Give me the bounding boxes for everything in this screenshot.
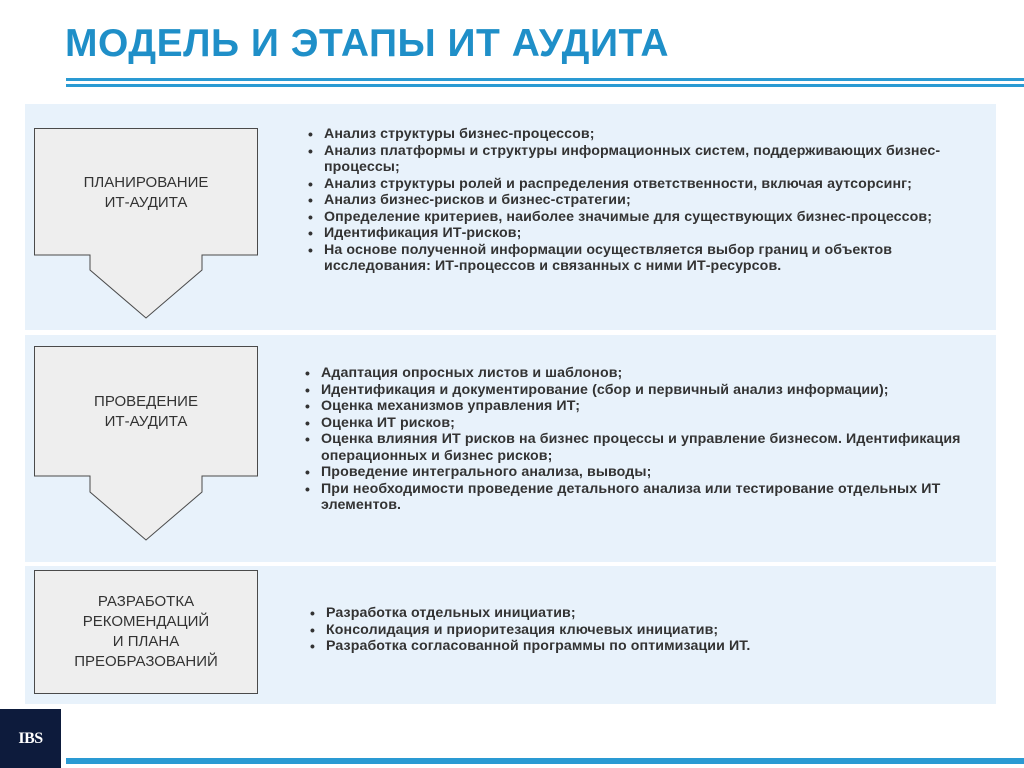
ibs-logo: IBS <box>0 709 61 768</box>
stage-arrow-planning <box>34 128 258 320</box>
list-item: • Идентификация ИТ-рисков; <box>306 225 986 242</box>
title-divider <box>66 78 1024 87</box>
list-item: • Оценка влияния ИТ рисков на бизнес процессы и управление бизнесом. Идентификация операционных и бизнес рисков; <box>303 431 993 464</box>
list-item: • Анализ бизнес-рисков и бизнес-стратегии; <box>306 192 986 209</box>
bullet-list-planning <box>306 126 986 275</box>
list-item: • Анализ платформы и структуры информационных систем, поддерживающих бизнес-процессы; <box>306 143 986 176</box>
footer-divider <box>66 758 1024 764</box>
down-arrow-shape <box>34 346 258 542</box>
stage-arrow-execution <box>34 346 258 542</box>
stage-label-planning: ПЛАНИРОВАНИЕ ИТ-АУДИТА <box>83 174 209 211</box>
list-item: • Анализ структуры бизнес-процессов; <box>306 126 986 143</box>
list-item: • Анализ структуры ролей и распределения ответственности, включая аутсорсинг; <box>306 176 986 193</box>
list-item: • При необходимости проведение детального анализа или тестирование отдельных ИТ элементов. <box>303 481 993 514</box>
page-title: МОДЕЛЬ И ЭТАПЫ ИТ АУДИТА <box>65 22 670 65</box>
bullet-list-recommendations <box>308 605 988 655</box>
list-item: • Консолидация и приоритезация ключевых инициатив; <box>308 622 988 639</box>
bullet-list-execution <box>303 365 993 514</box>
list-item: • Оценка механизмов управления ИТ; <box>303 398 993 415</box>
list-item: • Проведение интегрального анализа, выводы; <box>303 464 993 481</box>
list-item: • Разработка согласованной программы по оптимизации ИТ. <box>308 638 988 655</box>
list-item: • Идентификация и документирование (сбор и первичный анализ информации); <box>303 382 993 399</box>
list-item: • Разработка отдельных инициатив; <box>308 605 988 622</box>
stage-label-recommendations: РАЗРАБОТКА РЕКОМЕНДАЦИЙ И ПЛАНА ПРЕОБРАЗОВАНИЙ <box>74 593 218 670</box>
list-item: • На основе полученной информации осуществляется выбор границ и объектов исследования: ИТ-процессов и связанных с ними ИТ-ресурсов. <box>306 242 986 275</box>
stage-box-recommendations <box>34 570 258 695</box>
list-item: • Определение критериев, наиболее значимые для существующих бизнес-процессов; <box>306 209 986 226</box>
stage-label-execution: ПРОВЕДЕНИЕ ИТ-АУДИТА <box>94 393 198 430</box>
list-item: • Адаптация опросных листов и шаблонов; <box>303 365 993 382</box>
down-arrow-shape <box>34 128 258 320</box>
list-item: • Оценка ИТ рисков; <box>303 415 993 432</box>
